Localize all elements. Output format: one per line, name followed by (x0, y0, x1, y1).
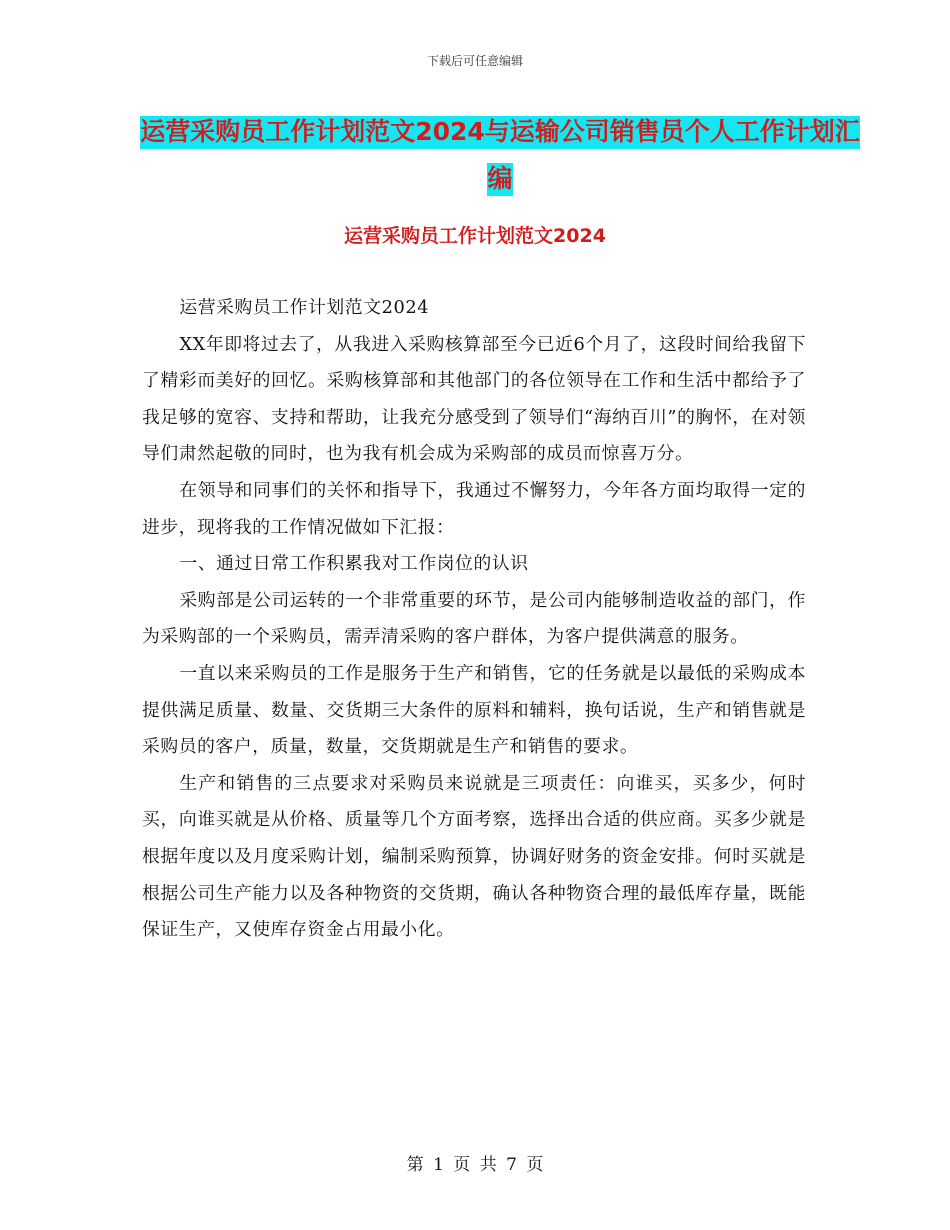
document-title-text: 运营采购员工作计划范文2024与运输公司销售员个人工作计划汇编 (140, 116, 860, 196)
paragraph: 采购部是公司运转的一个非常重要的环节，是公司内能够制造收益的部门，作为采购部的一个采购员，需弄清采购的客户群体，为客户提供满意的服务。 (142, 589, 806, 648)
document-body (142, 290, 806, 949)
section-title: 运营采购员工作计划范文2024 (344, 225, 606, 247)
paragraph: 一、通过日常工作积累我对工作岗位的认识 (179, 553, 529, 575)
paragraph: 一直以来采购员的工作是服务于生产和销售，它的任务就是以最低的采购成本提供满足质量、数量、交货期三大条件的原料和辅料，换句话说，生产和销售就是采购员的客户，质量，数量，交货期就是生产和销售的要求。 (142, 662, 806, 758)
document-title (140, 108, 860, 202)
paragraph: 运营采购员工作计划范文2024 (179, 297, 430, 318)
page-header: 下载后可任意编辑 (426, 54, 523, 68)
paragraph: 在领导和同事们的关怀和指导下，我通过不懈努力，今年各方面均取得一定的进步，现将我的工作情况做如下汇报： (142, 479, 806, 538)
paragraph: XX年即将过去了，从我进入采购核算部至今已近6个月了，这段时间给我留下了精彩而美好的回忆。采购核算部和其他部门的各位领导在工作和生活中都给予了我足够的宽容、支持和帮助，让我充分感受到了领导们“海纳百川”的胸怀，在对领导们肃然起敬的同时，也为我有机会成为采购部的成员而惊喜万分。 (142, 333, 807, 465)
page-footer: 第 1 页 共 7 页 (406, 1155, 544, 1175)
paragraph: 生产和销售的三点要求对采购员来说就是三项责任：向谁买，买多少，何时买，向谁买就是从价格、质量等几个方面考察，选择出合适的供应商。买多少就是根据年度以及月度采购计划，编制采购预算，协调好财务的资金安排。何时买就是根据公司生产能力以及各种物资的交货期，确认各种物资合理的最低库存量，既能保证生产，又使库存资金占用最小化。 (142, 772, 806, 941)
